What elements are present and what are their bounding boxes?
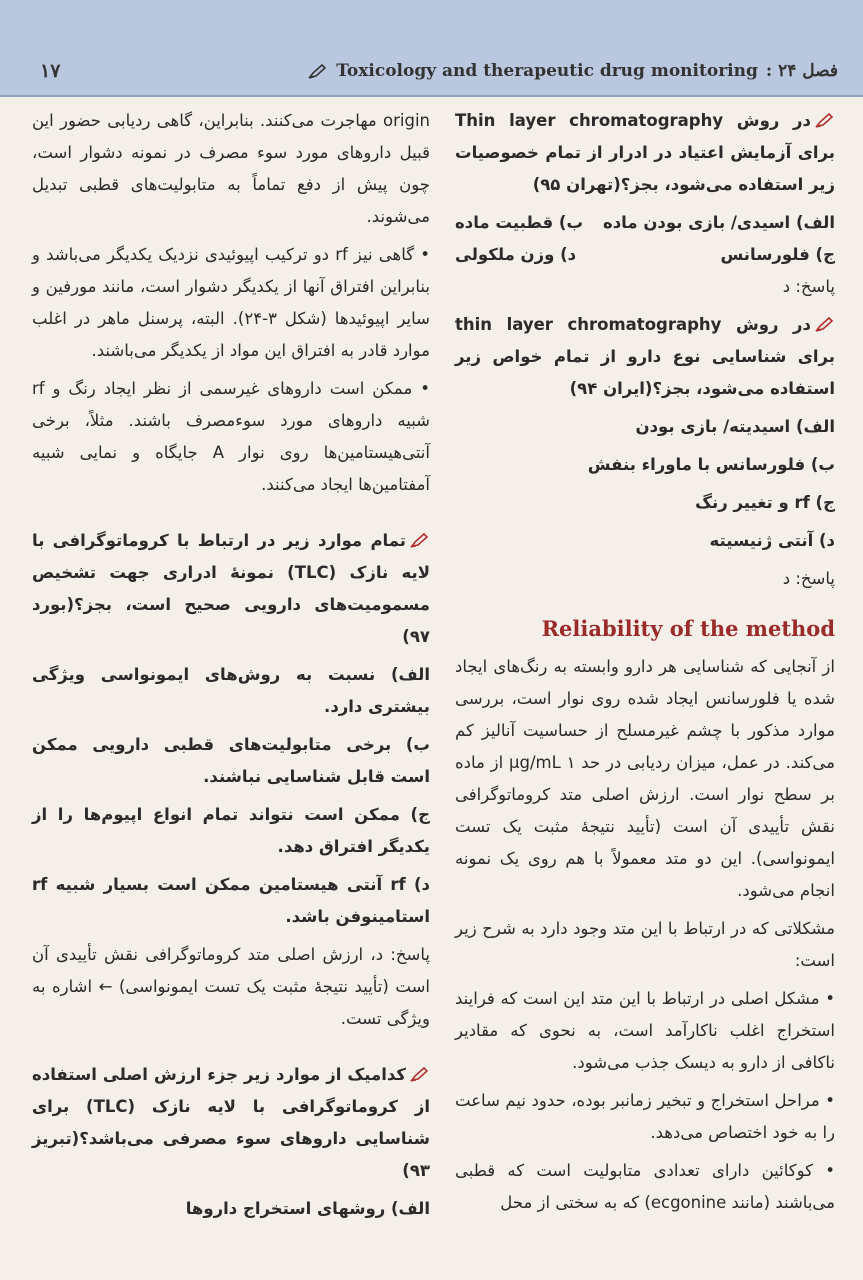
option-d: د) وزن ملکولی [455, 245, 577, 264]
question-1-options-ab [455, 207, 835, 239]
running-title [304, 61, 838, 81]
question-3 [32, 525, 430, 653]
chapter-label: فصل ۲۴ : [765, 61, 838, 81]
answer-1: پاسخ: د [782, 277, 835, 296]
bullet-item: • ممکن است داروهای غیرسمی از نظر ایجاد رنگ و rf شبیه داروهای مورد سوءمصرف باشند. مثلاً، برخی آنتی‌هیستامین‌ها روی نوار A جایگاه و نمایی شبیه آمفتامین‌ها ایجاد می‌کنند. [32, 373, 430, 501]
question-4-text: کدامیک از موارد زیر جزء ارزش اصلی استفاده از کروماتوگرافی با لایه نازک (TLC) برای شناسایی داروهای سوء مصرفی می‌باشد؟(تبریز ۹۳) [32, 1065, 430, 1180]
pencil-icon [815, 112, 835, 128]
bullet-item: • کوکائین دارای تعدادی متابولیت است که قطبی می‌باشند (مانند ecgonine) که به سختی از محل [455, 1155, 835, 1219]
page-header [0, 0, 863, 97]
section-heading: Reliability of the method [541, 616, 835, 641]
option-b: ب) قطبیت ماده [455, 213, 584, 232]
pencil-icon [410, 532, 430, 548]
pencil-icon [815, 316, 835, 332]
question-2-text: در روش thin layer chromatography برای شناسایی نوع دارو از تمام خواص زیر استفاده می‌شود، بجز؟(ایران ۹۴) [455, 315, 835, 398]
option-a: الف) نسبت به روش‌های ایمونواسی ویژگی بیشتری دارد. [32, 665, 430, 716]
bullet-item: • مراحل استخراج و تبخیر زمانبر بوده، حدود نیم ساعت را به خود اختصاص می‌دهد. [455, 1085, 835, 1149]
spacer [32, 1041, 430, 1059]
option-d: د) rf آنتی هیستامین ممکن است بسیار شبیه rf استامینوفن باشد. [32, 875, 430, 926]
paragraph: origin مهاجرت می‌کنند. بنابراین، گاهی ردیابی حضور این قبیل داروهای مورد سوء مصرف در نمونه دشوار است، چون پیش از دفع تماماً به متابولیت‌های قطبی تبدیل می‌شوند. [32, 111, 430, 226]
spacer [32, 507, 430, 525]
page-number: ۱۷ [40, 60, 61, 82]
question-1-options-cd [455, 239, 835, 271]
header-bar [40, 56, 838, 86]
option-c: ج) فلورسانس [720, 245, 835, 264]
option-a: الف) روشهای استخراج داروها [185, 1199, 430, 1218]
option-a: الف) اسیدیته/ بازی بودن [635, 417, 835, 436]
option-c: ج) rf و تغییر رنگ [695, 493, 835, 512]
option-b: ب) برخی متابولیت‌های قطبی دارویی ممکن است قابل شناسایی نباشند. [32, 735, 430, 786]
book-title: Toxicology and therapeutic drug monitoring [336, 61, 758, 81]
answer-2: پاسخ: د [782, 569, 835, 588]
option-b: ب) فلورسانس با ماوراء بنفش [587, 455, 835, 474]
pencil-icon [308, 63, 328, 79]
option-a: الف) اسیدی/ بازی بودن ماده [602, 213, 835, 232]
question-2 [455, 309, 835, 405]
paragraph: مشکلاتی که در ارتباط با این متد وجود دارد به شرح زیر است: [455, 919, 835, 970]
question-1-text: در روش Thin layer chromatography برای آزمایش اعتیاد در ادرار از تمام خصوصیات زیر استفاده می‌شود، بجز؟(تهران ۹۵) [455, 111, 835, 194]
answer-3: پاسخ: د، ارزش اصلی متد کروماتوگرافی نقش تأییدی آن است (تأیید نتیجهٔ مثبت یک تست ایمونواسی) ← اشاره به ویژگی تست. [32, 945, 430, 1028]
bullet-item: • مشکل اصلی در ارتباط با این متد این است که فرایند استخراج اغلب ناکارآمد است، به نحوی که مقادیر ناکافی از دارو به دیسک جذب می‌شود. [455, 983, 835, 1079]
right-column [455, 105, 835, 1265]
question-1 [455, 105, 835, 201]
option-d: د) آنتی ژنیسیته [709, 531, 835, 550]
bullet-item: • گاهی نیز rf دو ترکیب اپیوئیدی نزدیک یکدیگر می‌باشد و بنابراین افتراق آنها از یکدیگر دشوار است، مانند مورفین و سایر اپیوئیدها (شکل ۳-۲۴). البته، پرسنل ماهر در اغلب موارد قادر به افتراق این مواد از یکدیگر می‌باشند. [32, 239, 430, 367]
left-column [32, 105, 430, 1265]
question-4 [32, 1059, 430, 1187]
paragraph: از آنجایی که شناسایی هر دارو وابسته به رنگ‌های ایجاد شده یا فلورسانس ایجاد شده روی نوار است، بررسی موارد مذکور با چشم غیرمسلح از حساسیت آنالیز کم می‌کند. در عمل، میزان ردیابی در حد ۱ μg/mL از ماده بر سطح نوار است. ارزش اصلی متد کروماتوگرافی نقش تأییدی آن است (تأیید نتیجهٔ مثبت یک تست ایمونواسی). این دو متد معمولاً با هم روی یک نمونه انجام می‌شود. [455, 657, 835, 900]
question-3-text: تمام موارد زیر در ارتباط با کروماتوگرافی با لایه نازک (TLC) نمونهٔ ادراری جهت تشخیص مسمومیت‌های دارویی صحیح است، بجز؟(بورد ۹۷) [32, 531, 430, 646]
option-c: ج) ممکن است نتواند تمام انواع اپیوم‌ها را از یکدیگر افتراق دهد. [32, 805, 430, 856]
pencil-icon [410, 1066, 430, 1082]
